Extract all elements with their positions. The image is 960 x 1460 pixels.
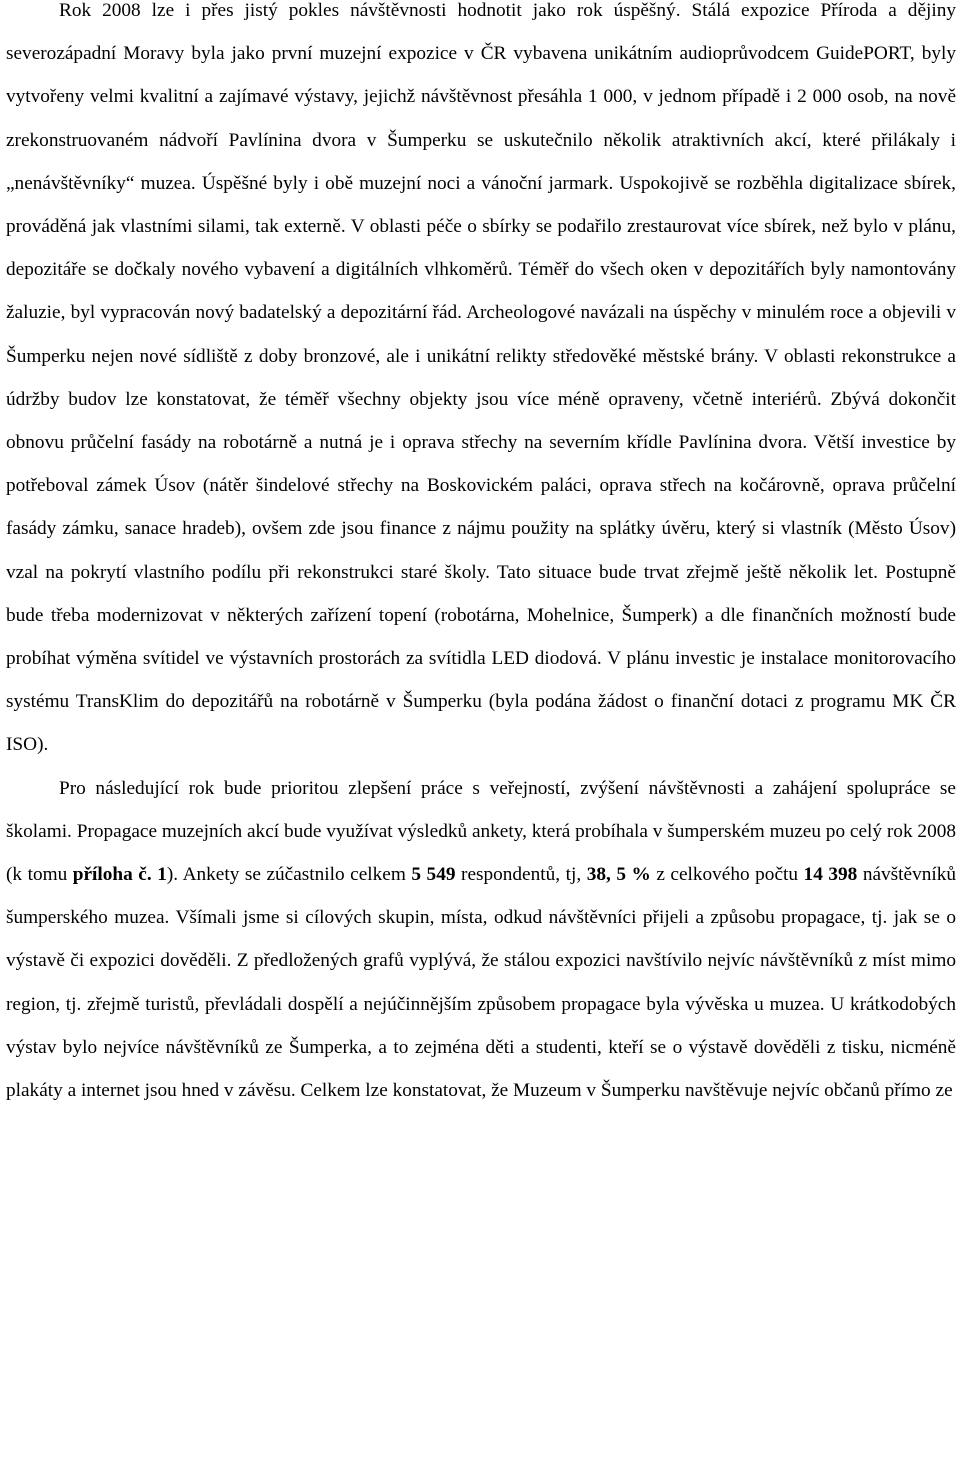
document-page bbox=[6, 0, 956, 1112]
respondent-percentage: 38, 5 % bbox=[586, 864, 651, 886]
text-segment: respondentů, tj, bbox=[455, 864, 587, 886]
text-segment: ). Ankety se zúčastnilo celkem bbox=[166, 864, 412, 886]
respondent-count: 5 549 bbox=[411, 864, 456, 886]
text-segment: návštěvníků šumperského muzea. Všímali jsme si cílových skupin, místa, odkud návštěvníci přijeli a způsobu propagace, tj. jak se o výstavě či expozici dověděli. Z předložených grafů vyplývá, že stálou expozici navštívilo nejvíc návštěvníků z míst mimo region, tj. zřejmě turistů, převládali dospělí a nejúčinnějším způsobem propagace byla vývěska u muzea. U krátkodobých výstav bylo nejvíce návštěvníků ze Šumperka, a to zejména děti a studenti, kteří se o výstavě dověděli z tisku, nicméně plakáty a internet jsou hned v závěsu. Celkem lze konstatovat, že Muzeum v Šumperku navštěvuje nejvíc občanů přímo ze bbox=[6, 864, 957, 1102]
paragraph-next-year-priorities bbox=[6, 767, 956, 1113]
paragraph-annual-review: Rok 2008 lze i přes jistý pokles návštěvnosti hodnotit jako rok úspěšný. Stálá expozice Příroda a dějiny severozápadní Moravy byla jako první muzejní expozice v ČR vybavena unikátním audioprůvodcem GuidePORT, byly vytvořeny velmi kvalitní a zajímavé výstavy, jejichž návštěvnost přesáhla 1 000, v jednom případě i 2 000 osob, na nově zrekonstruovaném nádvoří Pavlínina dvora v Šumperku se uskutečnilo několik atraktivních akcí, které přilákaly i „nenávštěvníky“ muzea. Úspěšné byly i obě muzejní noci a vánoční jarmark. Uspokojivě se rozběhla digitalizace sbírek, prováděná jak vlastními silami, tak externě. V oblasti péče o sbírky se podařilo zrestaurovat více sbírek, než bylo v plánu, depozitáře se dočkaly nového vybavení a digitálních vlhkoměrů. Téměř do všech oken v depozitářích byly namontovány žaluzie, byl vypracován nový badatelský a depozitární řád. Archeologové navázali na úspěchy v minulém roce a objevili v Šumperku nejen nové sídliště z doby bronzové, ale i unikátní relikty středověké městské brány. V oblasti rekonstrukce a údržby budov lze konstatovat, že téměř všechny objekty jsou více méně opraveny, včetně interiérů. Zbývá dokončit obnovu průčelní fasády na robotárně a nutná je i oprava střechy na severním křídle Pavlínina dvora. Větší investice by potřeboval zámek Úsov (nátěr šindelové střechy na Boskovickém paláci, oprava střech na kočárovně, oprava průčelní fasády zámku, sanace hradeb), ovšem zde jsou finance z nájmu použity na splátky úvěru, který si vlastník (Město Úsov) vzal na pokrytí vlastního podílu při rekonstrukci staré školy. Tato situace bude trvat zřejmě ještě několik let. Postupně bude třeba modernizovat v některých zařízení topení (robotárna, Mohelnice, Šumperk) a dle finančních možností bude probíhat výměna svítidel ve výstavních prostorách za svítidla LED diodová. V plánu investic je instalace monitorovacího systému TransKlim do depozitářů na robotárně v Šumperku (byla podána žádost o finanční dotaci z programu MK ČR ISO). bbox=[6, 0, 956, 756]
appendix-reference: příloha č. 1 bbox=[72, 864, 167, 886]
text-segment: z celkového počtu bbox=[650, 864, 804, 886]
visitor-total: 14 398 bbox=[803, 864, 858, 886]
text-segment: Pro následující rok bude prioritou zlepšení práce s veřejností, zvýšení návštěvnosti a zahájení spolupráce se školami. Propagace muzejních akcí bude využívat výsledků ankety, která probíhala v šumperském muzeu po celý rok 2008 (k tomu bbox=[6, 777, 956, 886]
